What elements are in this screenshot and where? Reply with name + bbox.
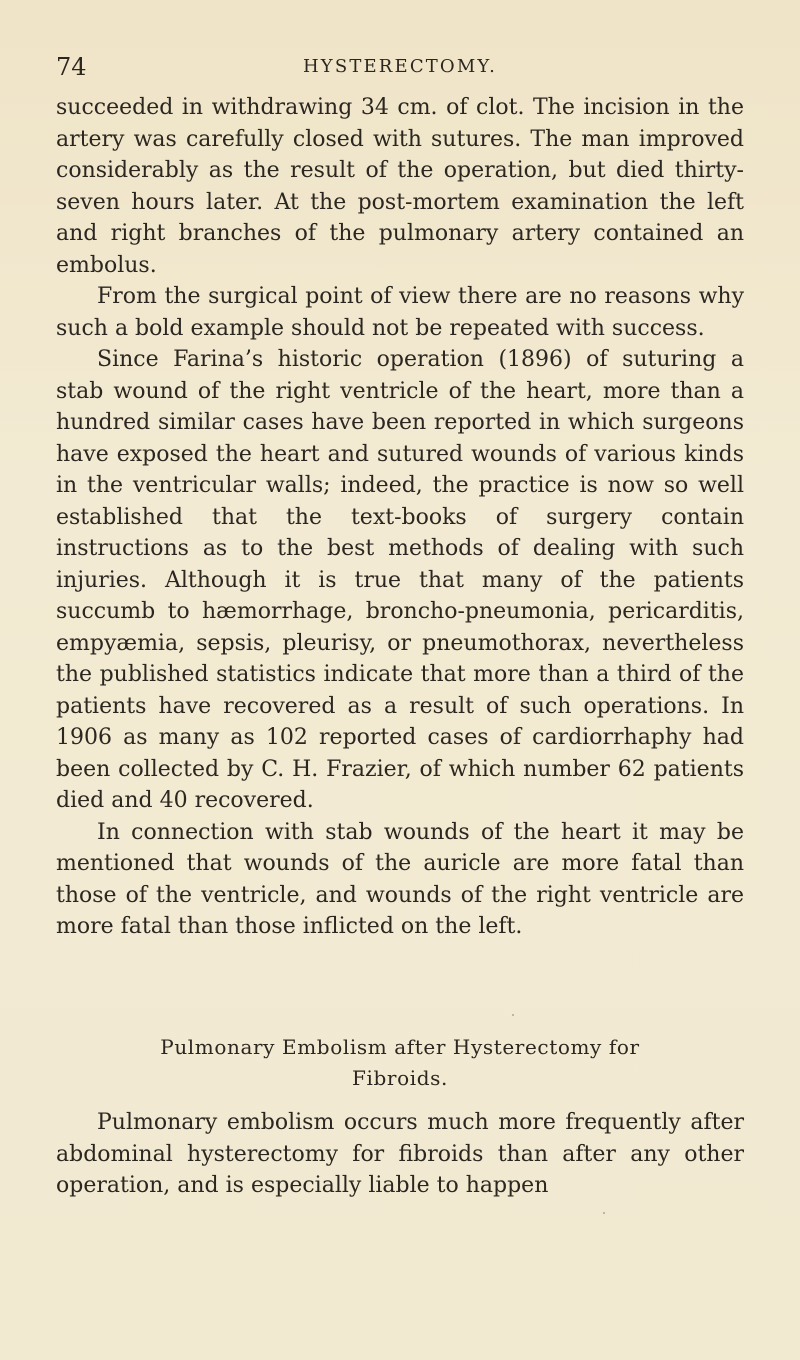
section-heading-line-1: Pulmonary Embolism after Hysterectomy for bbox=[160, 1035, 640, 1059]
section-heading-line-2: Fibroids. bbox=[352, 1066, 448, 1090]
paragraph-stab-wounds: In connection with stab wounds of the heart it may be mentioned that wounds of the auricle are more fatal than those of the ventricle, and wounds of the right ventricle are more fatal than those inflicted on the left. bbox=[56, 819, 744, 939]
running-head bbox=[56, 52, 744, 82]
main-text bbox=[56, 92, 744, 943]
paper-speck bbox=[603, 1212, 605, 1214]
paragraph-farina-operation: Since Farina’s historic operation (1896) of suturing a stab wound of the right ventricle of the heart, more than a hundred similar cases have been reported in which surgeons have exposed the heart and sutured wounds of various kinds in the ventricular walls; indeed, the practice is now so well established that the text-books of surgery contain instructions as to the best methods of dealing with such injuries. Although it is true that many of the patients succumb to hæmorrhage, broncho-pneumonia, pericarditis, empyæmia, sepsis, pleurisy, or pneumothorax, nevertheless the published statistics indicate that more than a third of the patients have recovered as a result of such operations. In 1906 as many as 102 reported cases of cardiorrhaphy had been collected by C. H. Frazier, of which number 62 patients died and 40 recovered. bbox=[56, 347, 744, 813]
paper-speck bbox=[512, 1014, 514, 1016]
running-title: HYSTERECTOMY. bbox=[302, 56, 498, 77]
section-heading bbox=[56, 1032, 744, 1094]
paragraph-surgical-view: From the surgical point of view there are no reasons why such a bold example should not be repeated with success. bbox=[56, 284, 744, 341]
paragraph-continued: succeeded in withdrawing 34 cm. of clot. The incision in the artery was carefully closed with sutures. The man improved considerably as the result of the operation, but died thirty-seven hours later. At the post-mortem examination the left and right branches of the pulmonary artery contained an embolus. bbox=[56, 95, 744, 278]
section-body bbox=[56, 1107, 744, 1202]
page-number: 74 bbox=[56, 53, 87, 81]
section-paragraph: Pulmonary embolism occurs much more frequently after abdominal hysterectomy for fibroids than after any other operation, and is especially liable to happen bbox=[56, 1110, 744, 1198]
